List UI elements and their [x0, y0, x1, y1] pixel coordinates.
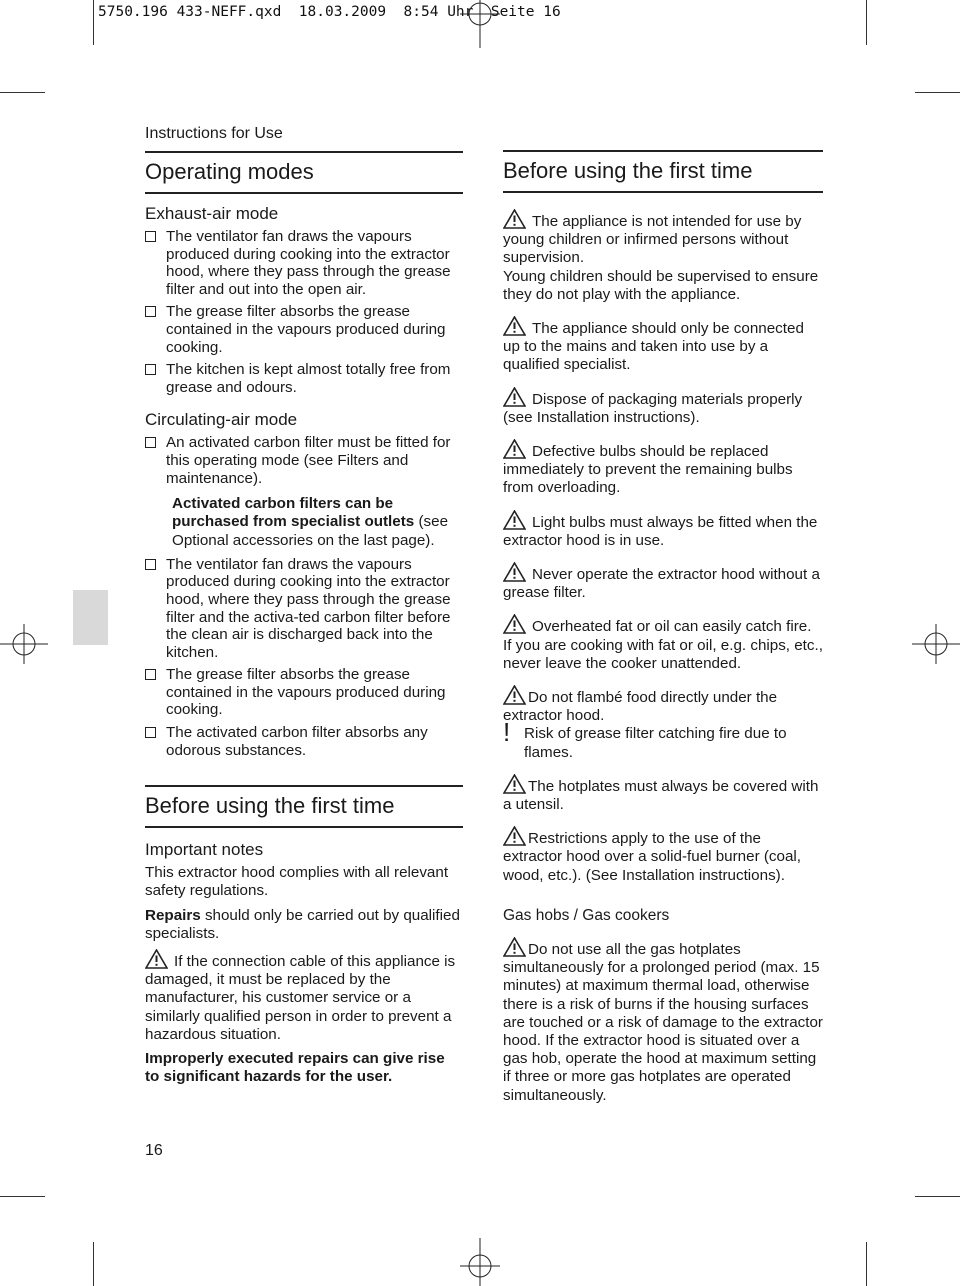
warning-paragraph: The hotplates must always be covered with a utensil. — [503, 774, 823, 814]
section-title-before-first-use: Before using the first time — [145, 785, 463, 828]
list-item: The activated carbon filter absorbs any odorous substances. — [145, 724, 463, 759]
circulating-list-2 — [145, 556, 463, 760]
warning-icon — [503, 439, 526, 459]
warning-paragraph: The appliance is not intended for use by young children or infirmed persons without supervision. — [503, 209, 823, 268]
paragraph: ! Risk of grease filter catching fire due to flames. — [503, 717, 787, 761]
warning-paragraph: Defective bulbs should be replaced immediately to prevent the remaining bulbs from overloading. — [503, 439, 823, 498]
warning-icon — [503, 685, 526, 705]
warning-icon — [503, 387, 526, 407]
registration-mark-icon — [456, 1238, 504, 1286]
warning-icon — [145, 949, 168, 969]
warning-icon — [503, 774, 526, 794]
print-slug: 5750.196 433-NEFF.qxd 18.03.2009 8:54 Uhr Seite 16 — [94, 4, 565, 20]
paragraph: Improperly executed repairs can give rise to significant hazards for the user. — [145, 1050, 445, 1086]
crop-mark — [866, 0, 867, 45]
crop-mark — [93, 1242, 94, 1286]
paragraph: If the connection cable of this appliance is damaged, it must be replaced by the manufacturer, his customer service or a similarly qualified person in order to prevent a hazardous situation. — [145, 949, 463, 1044]
checkbox-bullet-icon — [145, 437, 156, 448]
registration-mark-icon — [912, 620, 960, 668]
list-item: An activated carbon filter must be fitted for this operating mode (see Filters and maintenance). — [145, 434, 463, 487]
warning-paragraph: The appliance should only be connected up to the mains and taken into use by a qualified specialist. — [503, 316, 823, 375]
page-number: 16 — [145, 1142, 163, 1159]
warning-paragraph: Light bulbs must always be fitted when the extractor hood is in use. — [503, 510, 823, 550]
warning-icon — [503, 562, 526, 582]
crop-mark — [866, 1242, 867, 1286]
warning-icon — [503, 937, 526, 957]
warning-icon — [503, 614, 526, 634]
warning-paragraph: Dispose of packaging materials properly (see Installation instructions). — [503, 387, 823, 427]
registration-mark-icon — [456, 0, 504, 48]
section-title-operating-modes: Operating modes — [145, 151, 463, 194]
list-item: The ventilator fan draws the vapours produced during cooking into the extractor hood, where they pass through the grease filter and out into the open air. — [145, 228, 463, 298]
crop-mark — [0, 1196, 45, 1197]
paragraph: This extractor hood complies with all relevant safety regulations. — [145, 864, 449, 900]
warning-icon — [503, 316, 526, 336]
warning-icon — [503, 510, 526, 530]
circulating-list — [145, 434, 463, 487]
subheading-important-notes: Important notes — [145, 840, 264, 860]
subheading-exhaust-air: Exhaust-air mode — [145, 204, 279, 223]
list-item: The kitchen is kept almost totally free from grease and odours. — [145, 361, 463, 396]
registration-mark-icon — [0, 620, 48, 668]
checkbox-bullet-icon — [145, 231, 156, 242]
checkbox-bullet-icon — [145, 727, 156, 738]
warning-paragraph: Do not use all the gas hotplates simultaneously for a prolonged period (max. 15 minutes) at maximum thermal load, otherwise there is a risk of burns if the housing surfaces are touched or a risk of damage to the extractor hood. If the extractor hood is situated over a gas hob, operate the hood at maximum setting if three or more gas hotplates are operated simultaneously. — [503, 937, 823, 1105]
exhaust-list — [145, 228, 463, 396]
warning-icon — [503, 209, 526, 229]
list-item: The grease filter absorbs the grease contained in the vapours produced during cooking. — [145, 666, 463, 719]
exclamation-icon: ! — [503, 717, 511, 748]
section-title-before-first-use: Before using the first time — [503, 150, 823, 193]
warning-icon — [503, 826, 526, 846]
paragraph: Young children should be supervised to ensure they do not play with the appliance. — [503, 267, 819, 303]
running-header: Instructions for Use — [145, 125, 283, 142]
warning-paragraph: Do not flambé food directly under the extractor hood. — [503, 685, 823, 725]
checkbox-bullet-icon — [145, 306, 156, 317]
warning-paragraph: Restrictions apply to the use of the extractor hood over a solid-fuel burner (coal, wood, etc.). (See Installation instructions). — [503, 826, 823, 885]
crop-mark — [915, 1196, 960, 1197]
crop-mark — [93, 0, 94, 45]
paragraph: Repairs should only be carried out by qualified specialists. — [145, 906, 460, 942]
checkbox-bullet-icon — [145, 364, 156, 375]
checkbox-bullet-icon — [145, 559, 156, 570]
right-column — [503, 150, 823, 1111]
crop-mark — [0, 92, 45, 93]
subheading-gas-hobs: Gas hobs / Gas cookers — [503, 906, 670, 924]
subheading-circulating-air: Circulating-air mode — [145, 410, 298, 430]
carbon-filter-note: Activated carbon filters can be purchased from specialist outlets (see Optional accessories on the last page). — [172, 495, 449, 549]
paragraph: If you are cooking with fat or oil, e.g. chips, etc., never leave the cooker unattended. — [503, 636, 823, 672]
thumb-tab — [73, 590, 108, 645]
left-column — [145, 125, 463, 1093]
list-item: The grease filter absorbs the grease contained in the vapours produced during cooking. — [145, 303, 463, 356]
warning-paragraph: Overheated fat or oil can easily catch fire. — [503, 614, 823, 636]
warning-paragraph: Never operate the extractor hood without a grease filter. — [503, 562, 823, 602]
crop-mark — [915, 92, 960, 93]
list-item: The ventilator fan draws the vapours produced during cooking into the extractor hood, where they pass through the grease filter and the activa-ted carbon filter before the clean air is discharged back into the kitchen. — [145, 556, 463, 662]
checkbox-bullet-icon — [145, 669, 156, 680]
